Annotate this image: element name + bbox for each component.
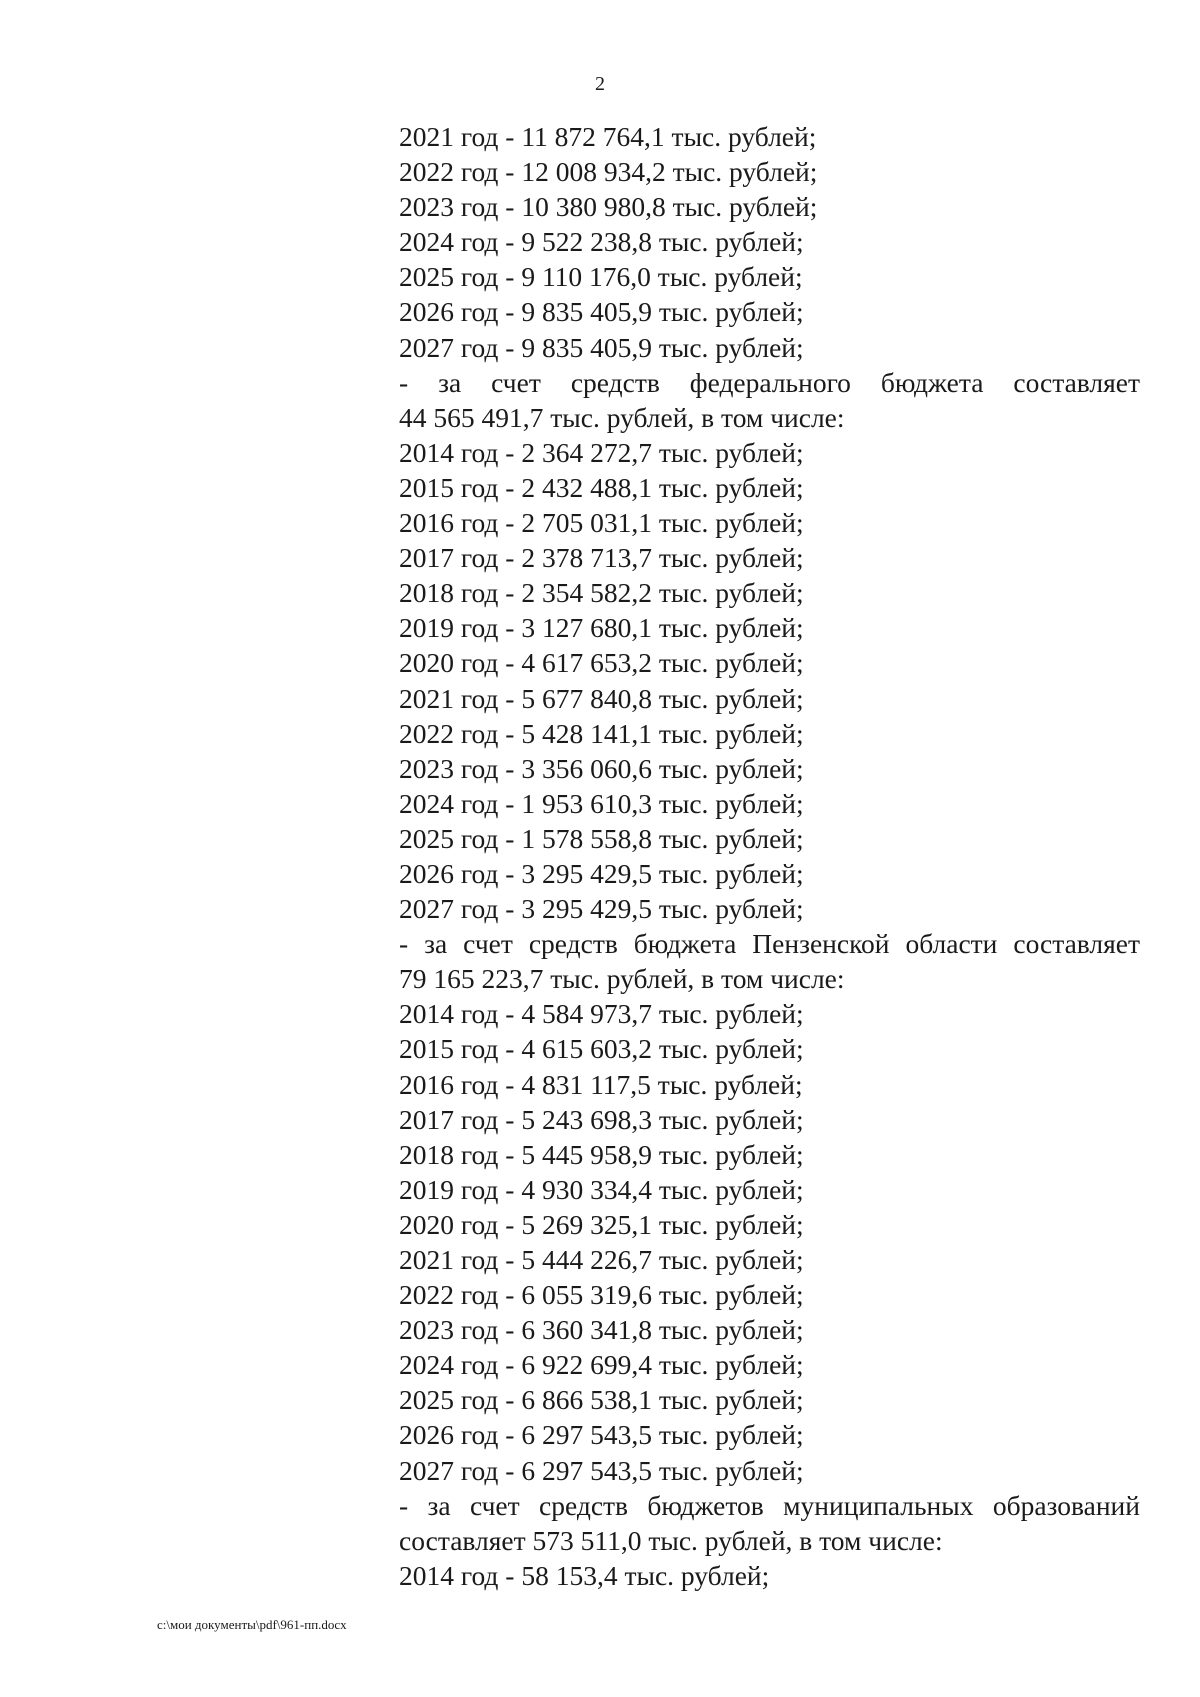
federal-heading-line: - за счет средств федерального бюджета составляет: [399, 366, 1140, 398]
funding-line: 2025 год - 6 866 538,1 тыс. рублей;: [399, 1384, 804, 1416]
funding-line: 2025 год - 9 110 176,0 тыс. рублей;: [399, 261, 803, 293]
federal-total-line: 44 565 491,7 тыс. рублей, в том числе:: [399, 401, 845, 433]
funding-line: 2019 год - 3 127 680,1 тыс. рублей;: [399, 612, 804, 644]
municipal-section: [399, 1488, 1140, 1593]
regional-heading-line: - за счет средств бюджета Пензенской области составляет: [399, 928, 1140, 960]
funding-line: 2018 год - 5 445 958,9 тыс. рублей;: [399, 1138, 804, 1170]
block1-list: [399, 119, 1140, 365]
document-body: [399, 119, 1140, 1593]
funding-line: 2020 год - 5 269 325,1 тыс. рублей;: [399, 1208, 804, 1240]
funding-line: 2014 год - 58 153,4 тыс. рублей;: [399, 1559, 770, 1591]
funding-line: 2021 год - 5 444 226,7 тыс. рублей;: [399, 1244, 804, 1275]
funding-line: 2014 год - 2 364 272,7 тыс. рублей;: [399, 436, 804, 468]
funding-line: 2016 год - 2 705 031,1 тыс. рублей;: [399, 507, 804, 539]
funding-line: 2026 год - 3 295 429,5 тыс. рублей;: [399, 857, 804, 889]
page-number: 2: [595, 73, 605, 95]
funding-line: 2021 год - 5 677 840,8 тыс. рублей;: [399, 682, 804, 714]
funding-line: 2020 год - 4 617 653,2 тыс. рублей;: [399, 647, 804, 679]
funding-line: 2027 год - 9 835 405,9 тыс. рублей;: [399, 331, 804, 363]
funding-line: 2025 год - 1 578 558,8 тыс. рублей;: [399, 822, 804, 854]
funding-line: 2015 год - 2 432 488,1 тыс. рублей;: [399, 471, 804, 503]
funding-line: 2022 год - 5 428 141,1 тыс. рублей;: [399, 717, 804, 749]
footer-file-path: c:\мои документы\pdf\961-пп.docx: [157, 1617, 347, 1632]
regional-section: [399, 926, 1140, 1488]
funding-line: 2022 год - 6 055 319,6 тыс. рублей;: [399, 1279, 804, 1311]
funding-line: 2016 год - 4 831 117,5 тыс. рублей;: [399, 1068, 803, 1100]
funding-line: 2024 год - 6 922 699,4 тыс. рублей;: [399, 1349, 804, 1381]
funding-line: 2024 год - 1 953 610,3 тыс. рублей;: [399, 787, 804, 819]
funding-line: 2026 год - 6 297 543,5 тыс. рублей;: [399, 1419, 804, 1451]
funding-line: 2022 год - 12 008 934,2 тыс. рублей;: [399, 156, 818, 188]
funding-line: 2018 год - 2 354 582,2 тыс. рублей;: [399, 577, 804, 609]
funding-line: 2026 год - 9 835 405,9 тыс. рублей;: [399, 296, 804, 328]
funding-line: 2014 год - 4 584 973,7 тыс. рублей;: [399, 998, 804, 1030]
funding-line: 2027 год - 3 295 429,5 тыс. рублей;: [399, 893, 804, 925]
federal-section: [399, 365, 1140, 927]
funding-line: 2023 год - 3 356 060,6 тыс. рублей;: [399, 752, 804, 784]
funding-line: 2023 год - 6 360 341,8 тыс. рублей;: [399, 1314, 804, 1346]
funding-line: 2019 год - 4 930 334,4 тыс. рублей;: [399, 1173, 804, 1205]
municipal-total-line: составляет 573 511,0 тыс. рублей, в том числе:: [399, 1524, 943, 1556]
funding-line: 2017 год - 5 243 698,3 тыс. рублей;: [399, 1103, 804, 1135]
municipal-heading-line: - за счет средств бюджетов муниципальных образований: [399, 1489, 1140, 1521]
funding-line: 2021 год - 11 872 764,1 тыс. рублей;: [399, 121, 817, 152]
funding-line: 2023 год - 10 380 980,8 тыс. рублей;: [399, 191, 818, 223]
funding-line: 2024 год - 9 522 238,8 тыс. рублей;: [399, 226, 804, 258]
funding-line: 2027 год - 6 297 543,5 тыс. рублей;: [399, 1454, 804, 1486]
regional-total-line: 79 165 223,7 тыс. рублей, в том числе:: [399, 963, 845, 995]
funding-line: 2017 год - 2 378 713,7 тыс. рублей;: [399, 542, 804, 574]
funding-line: 2015 год - 4 615 603,2 тыс. рублей;: [399, 1033, 804, 1065]
